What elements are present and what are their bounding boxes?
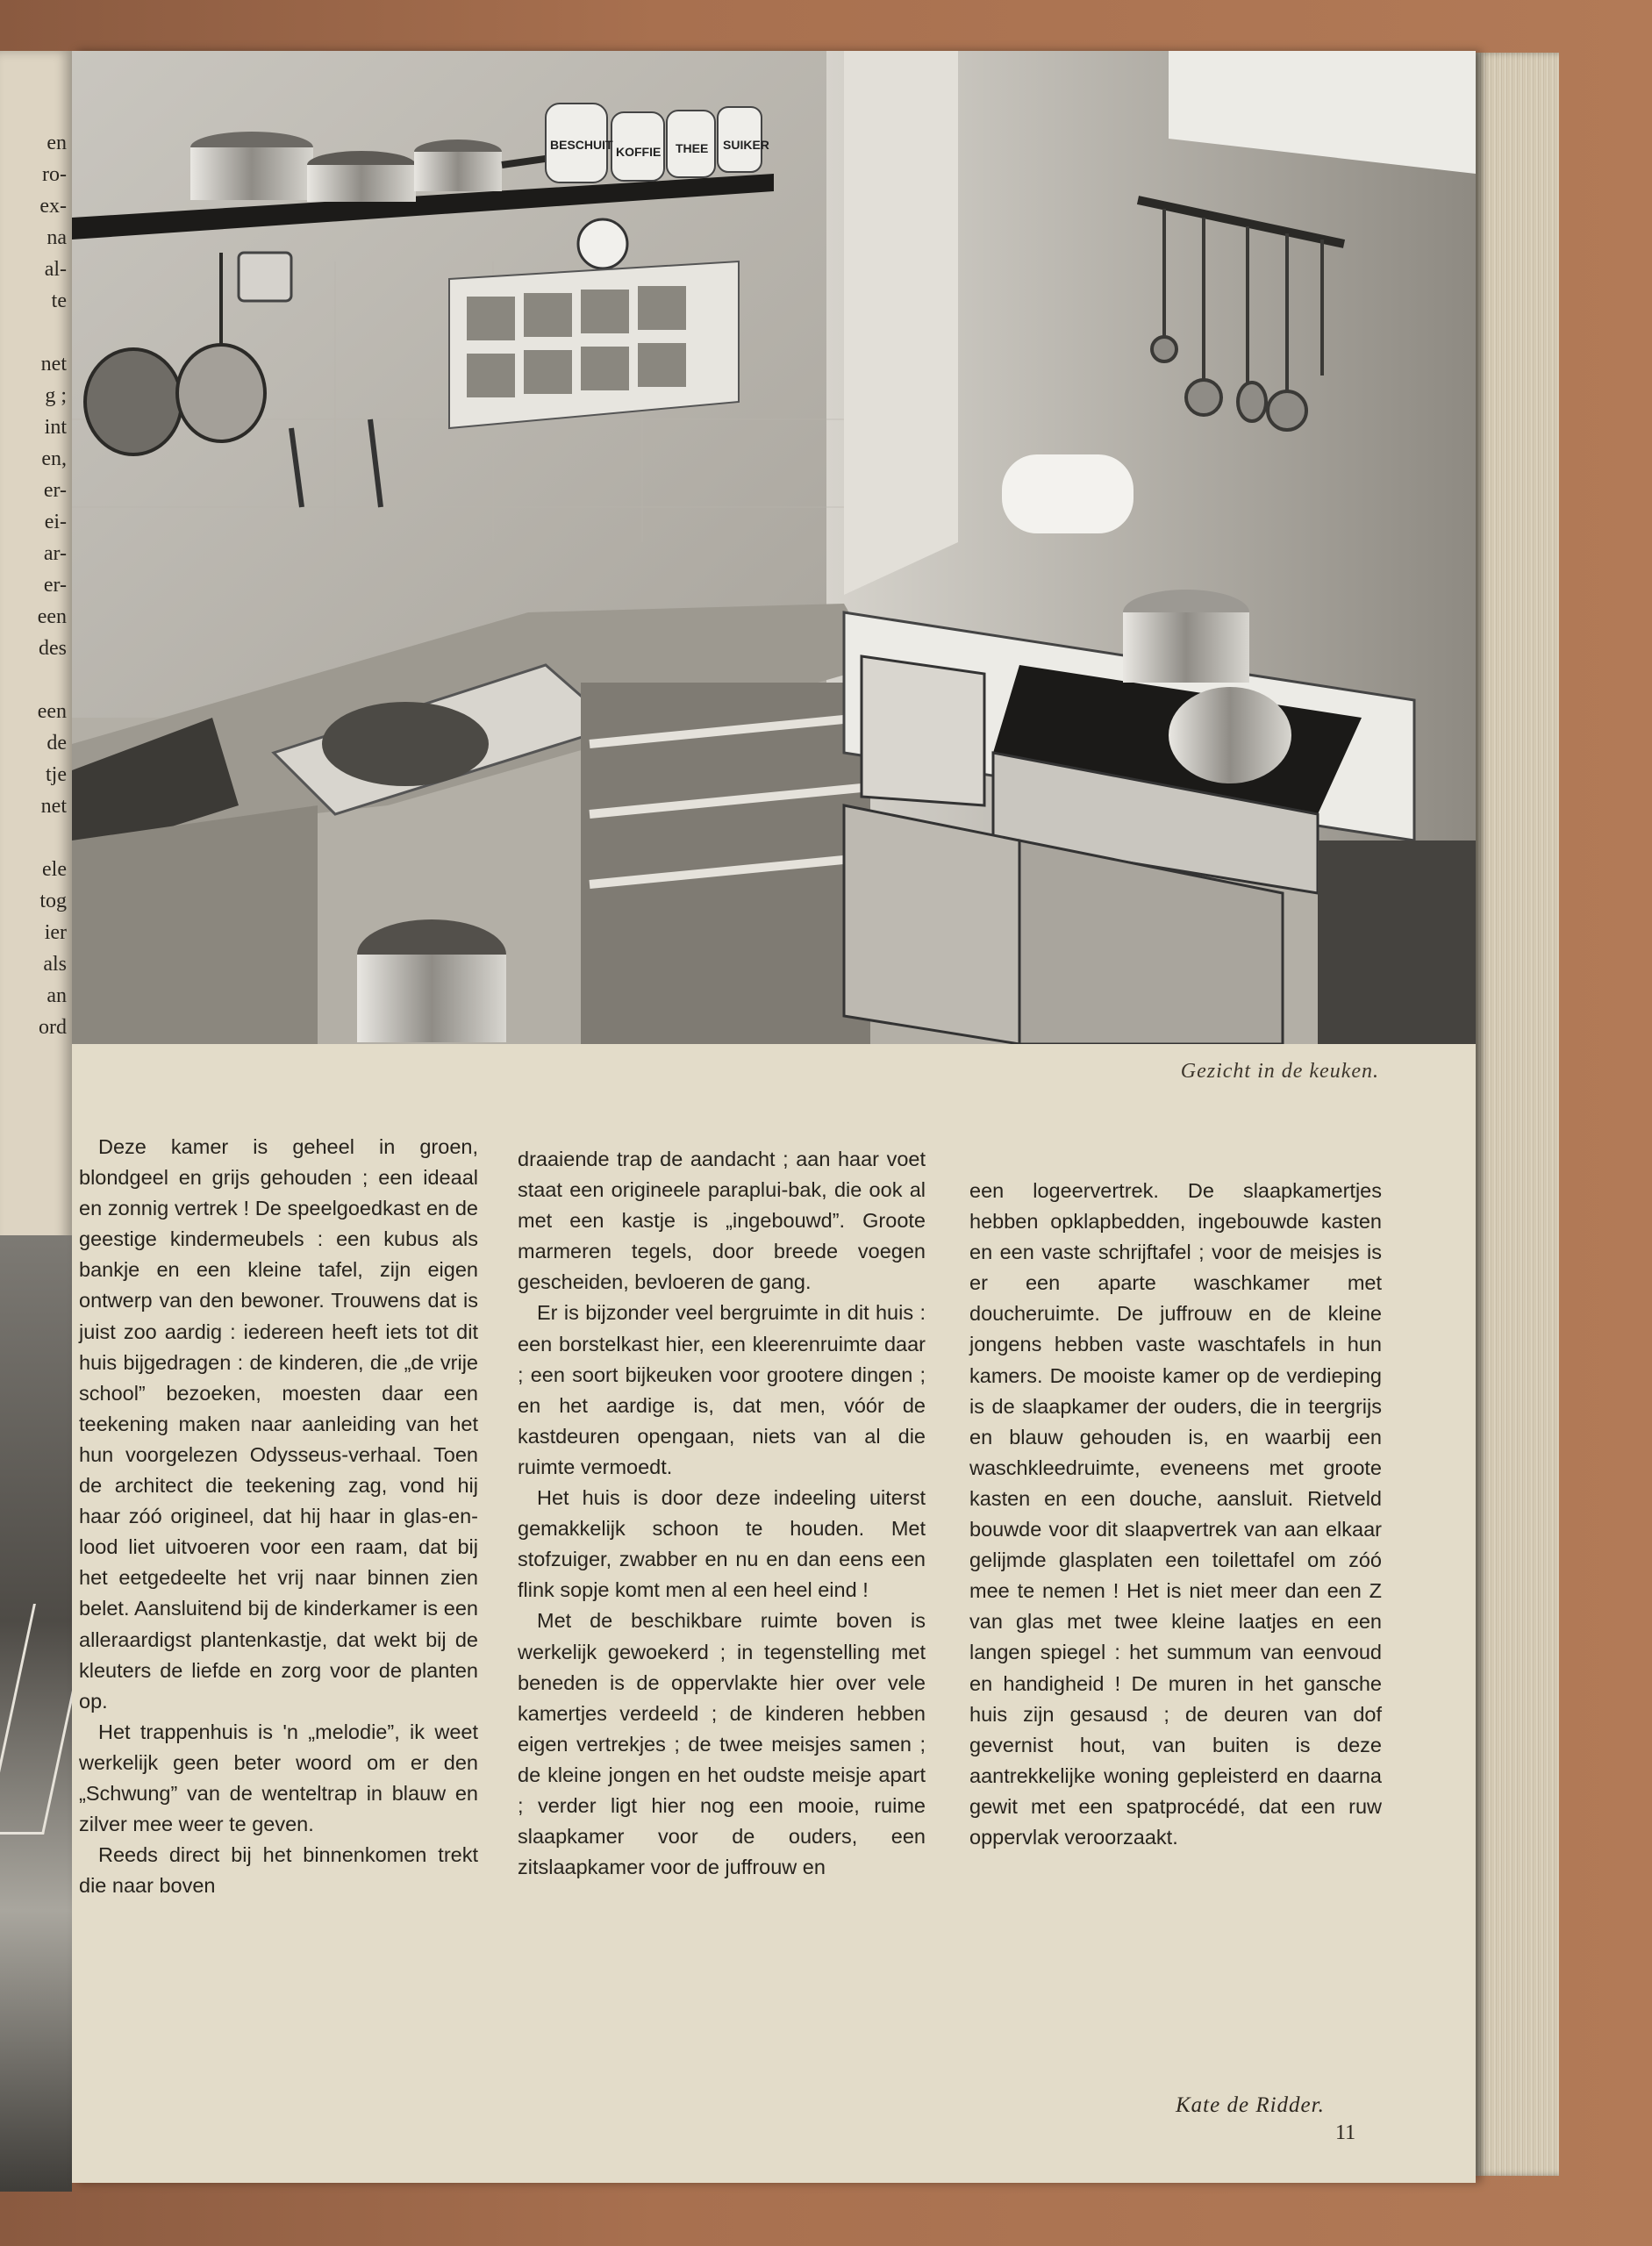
clock-icon [578,219,627,268]
previous-page-line: ele [42,858,67,881]
previous-page-fragment [0,51,72,2192]
jar-label-1: BESCHUIT [550,138,613,152]
paragraph: Deze kamer is geheel in groen, blondgeel en grijs gehouden ; een ideaal en zonnig vertrek ! De speelgoedkast en de geestige kindermeubels : een kubus als bankje en een kleine tafel, zijn eigen ontwerp van den bewoner. Trouwens dat is juist zoo aardig : iedereen heeft iets tot dit huis bijgedragen : de kinderen, die „de vrije school” bezoeken, moesten daar een teekening maken naar aanleiding van het hun voorgelezen Odysseus-verhaal. Toen de architect die teekening zag, vond hij haar zóó origineel, dat hij haar in glas-en-lood liet uitvoeren voor een raam, dat bij het eetgedeelte het vrij naar binnen zien belet. Aansluitend bij de kinderkamer is een alleraardigst plantenkastje, dat wekt bij de kleuters de liefde en zorg voor de planten op. [79,1135,478,1713]
previous-page-line: net [40,795,67,818]
magazine-page [72,51,1476,2183]
previous-page-line: ord [39,1016,67,1039]
previous-page-line: al- [44,258,67,281]
kitchen-photo [72,51,1476,1044]
oven-door [862,656,984,805]
article-column-2 [518,1144,926,1883]
article-column-3 [969,1176,1382,1853]
previous-page-line: ei- [44,511,67,533]
previous-page-line: te [51,290,67,312]
kitchen-illustration [72,51,1476,1044]
photo-caption: Gezicht in de keuken. [1180,1060,1379,1083]
author-signature: Kate de Ridder. [1176,2093,1325,2117]
paragraph: Reeds direct bij het binnenkomen trekt die naar boven [79,1843,478,1898]
previous-page-line: er- [43,574,67,597]
paper-roll [1002,454,1134,533]
drawer-unit [844,805,1019,1044]
previous-page-line: er- [43,479,67,502]
previous-page-line: een [37,605,67,628]
jar-label-3: THEE [676,141,709,155]
previous-page-line: tog [39,890,67,912]
previous-page-line: ro- [42,163,67,186]
previous-page-line: tje [46,763,67,786]
previous-page-line: an [46,984,67,1007]
previous-page-line: net [40,353,67,376]
previous-page-line: als [43,953,67,976]
jar-label-2: KOFFIE [616,145,662,159]
chimney-column [844,51,958,595]
previous-page-line: des [39,637,67,660]
previous-page-line: de [46,732,67,755]
paragraph: Het huis is door deze indeeling uiterst gemakkelijk schoon te houden. Met stofzuiger, zwabber en nu en dan eens een flink sopje komt men al een heel eind ! [518,1486,926,1602]
kettle [1169,687,1291,783]
page-stack-edge [1476,53,1559,2176]
paragraph: Er is bijzonder veel bergruimte in dit huis : een borstelkast hier, een kleerenruimte daar ; een soort bijkeuken voor grootere dingen ; en het aardige is, dat men, vóór de kastdeuren opengaan, niets van al die ruimte vermoedt. [518,1301,926,1478]
storage-jars [546,104,769,182]
previous-page-line: een [37,700,67,723]
previous-page-line: en [46,132,67,154]
spice-cabinet [449,261,739,428]
jar-label-4: SUIKER [723,138,769,152]
paragraph: Met de beschikbare ruimte boven is werkelijk gewoekerd ; in tegenstelling met beneden is de oppervlakte hier over vele kamertjes verdeeld ; de kinderen hebben eigen vertrekjes ; de twee meisjes samen ; de kleine jongen en het oudste meisje apart ; verder ligt hier nog een mooie, ruime slaapkamer voor de ouders, een zitslaapkamer voor de juffrouw en [518,1609,926,1879]
page-number: 11 [1335,2121,1356,2144]
previous-page-line: na [46,226,67,249]
previous-page-line: en, [41,447,67,470]
previous-page-photo [0,1235,72,2192]
floor-right [1318,840,1476,1044]
previous-page-line: ier [44,921,67,944]
previous-page-line: int [44,416,67,439]
article-column-1 [79,1132,478,1901]
previous-page-line: ex- [39,195,67,218]
dish-bowl [322,702,489,786]
previous-page-line: ar- [43,542,67,565]
paragraph: een logeervertrek. De slaapkamertjes hebben opklapbedden, ingebouwde kasten en een vaste schrijftafel ; voor de meisjes is er een aparte waschkamer met doucheruimte. De juffrouw en de kleine jongens hebben vaste waschtafels in hun kamers. De mooiste kamer op de verdieping is de slaapkamer der ouders, die in teergrijs en blauw gehouden is, en waarbij een waschkleedruimte, eveneens met groote kasten en een douche, aansluit. Rietveld bouwde voor dit slaapvertrek van aan elkaar gelijmde glasplaten een toilettafel om zóó mee te nemen ! Het is niet meer dan een Z van glas met twee kleine laatjes en een langen spiegel : het summum van eenvoud en handigheid ! De muren in het gansche huis zijn gesausd ; de deuren van dof gevernist hout, van buiten is deze aantrekkelijke woning gepleisterd en daarna gewit met een spatprocédé, dat een ruw oppervlak veroorzaakt. [969,1179,1382,1849]
paragraph: Het trappenhuis is 'n „melodie”, ik weet werkelijk geen beter woord om er den „Schwung” van de wenteltrap in blauw en zilver mee weer te geven. [79,1720,478,1836]
previous-page-line: g ; [45,384,67,407]
paragraph: draaiende trap de aandacht ; aan haar voet staat een origineele paraplui-bak, die ook al met een kastje is „ingebouwd”. Groote marmeren tegels, door breede voegen gescheiden, bevloeren de gang. [518,1148,926,1294]
floor-left [72,805,318,1044]
